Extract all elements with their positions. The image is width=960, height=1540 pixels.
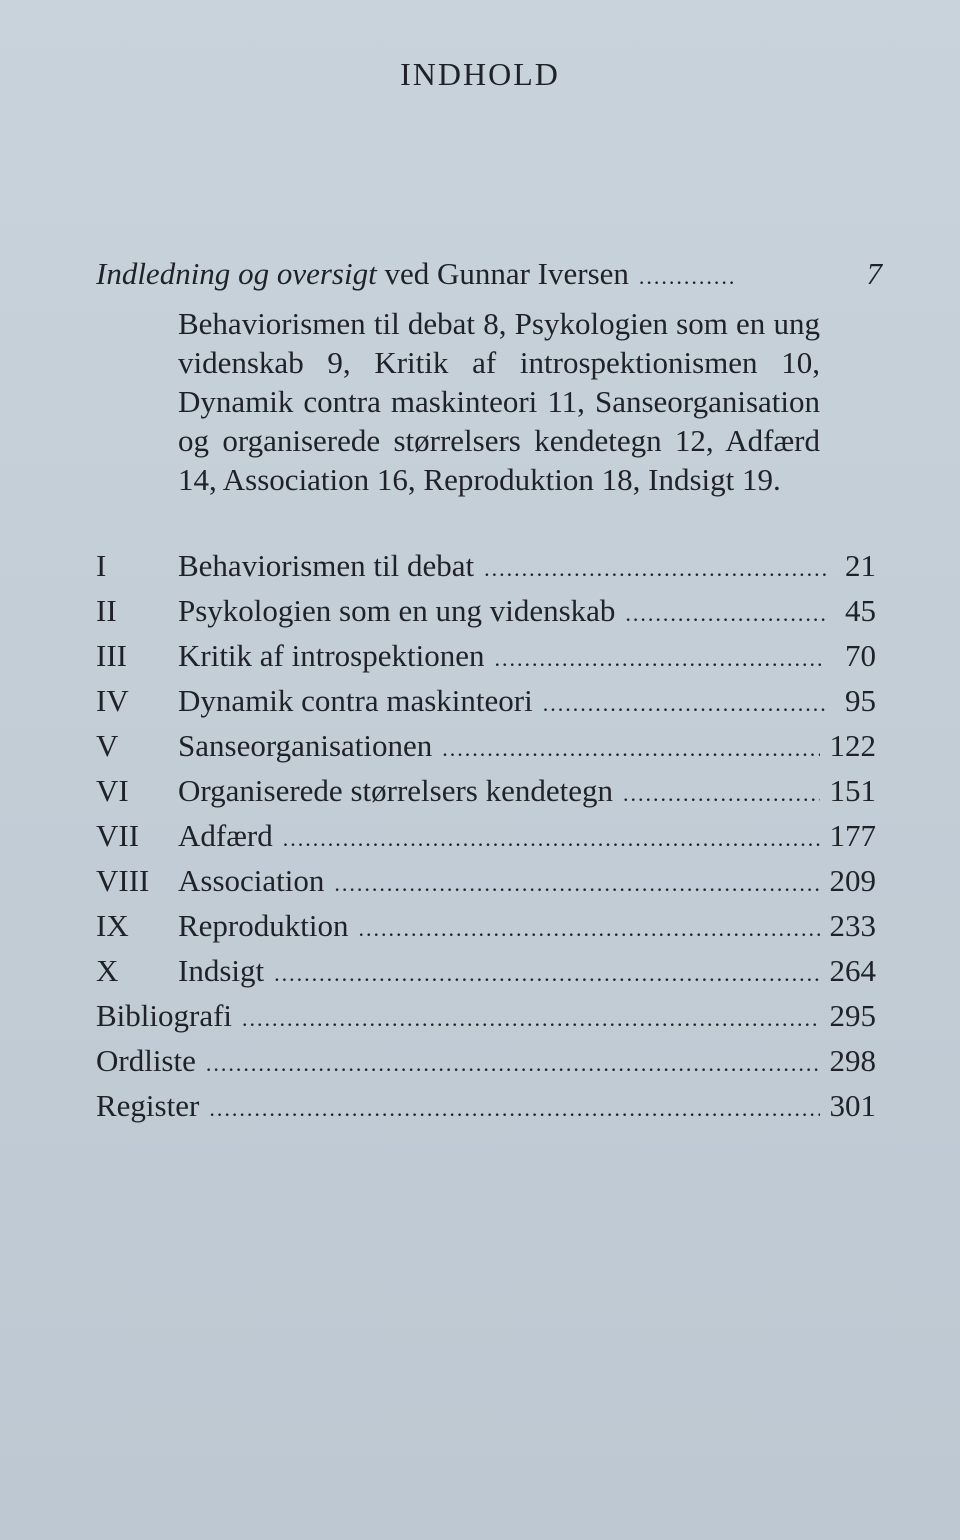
chapter-title: Reproduktion bbox=[178, 908, 349, 943]
chapter-title: Association bbox=[178, 863, 325, 898]
chapter-title: Kritik af introspektionen bbox=[178, 638, 485, 673]
chapter-page-number: 177 bbox=[829, 818, 876, 853]
chapter-number: VI bbox=[96, 773, 129, 808]
toc-backmatter-row[interactable] bbox=[96, 998, 876, 1042]
dot-leader bbox=[283, 826, 820, 852]
chapter-number: IV bbox=[96, 683, 129, 718]
dot-leader bbox=[334, 871, 819, 897]
toc-chapter-row[interactable] bbox=[96, 593, 876, 637]
chapter-number: II bbox=[96, 593, 117, 628]
toc-chapter-row[interactable] bbox=[96, 638, 876, 682]
toc-chapter-row[interactable] bbox=[96, 953, 876, 997]
chapter-title: Sanseorganisationen bbox=[178, 728, 433, 763]
toc-chapter-row[interactable] bbox=[96, 728, 876, 772]
dot-leader bbox=[206, 1051, 820, 1077]
chapter-title: Psykologien som en ung videnskab bbox=[178, 593, 616, 628]
toc-chapter-row[interactable] bbox=[96, 773, 876, 817]
intro-byline: ved Gunnar Iversen bbox=[384, 256, 629, 291]
chapter-page-number: 95 bbox=[845, 683, 876, 718]
backmatter-page-number: 295 bbox=[829, 998, 876, 1033]
chapter-page-number: 233 bbox=[829, 908, 876, 943]
backmatter-title: Ordliste bbox=[96, 1043, 196, 1078]
intro-title-mid: og bbox=[238, 256, 270, 291]
chapter-number: I bbox=[96, 548, 107, 583]
chapter-title: Behaviorismen til debat bbox=[178, 548, 475, 583]
backmatter-page-number: 298 bbox=[829, 1043, 876, 1078]
toc-chapter-row[interactable] bbox=[96, 548, 876, 592]
chapter-title: Adfærd bbox=[178, 818, 273, 853]
chapter-number: X bbox=[96, 953, 119, 988]
chapter-title: Organiserede størrelsers kendetegn bbox=[178, 773, 613, 808]
chapter-number: VIII bbox=[96, 863, 150, 898]
backmatter-title: Bibliografi bbox=[96, 998, 233, 1033]
chapter-number: VII bbox=[96, 818, 140, 853]
toc-backmatter-row[interactable] bbox=[96, 1088, 876, 1132]
intro-page-number: 7 bbox=[866, 256, 882, 291]
dot-leader bbox=[242, 1006, 819, 1032]
toc-chapter-row[interactable] bbox=[96, 818, 876, 862]
chapter-title: Dynamik contra maskinteori bbox=[178, 683, 533, 718]
chapter-page-number: 70 bbox=[845, 638, 876, 673]
intro-summary: Behaviorismen til debat 8, Psykologien som en ung videnskab 9, Kritik af introspektionismen 10, Dynamik contra maskinteori 11, Sanseorganisation og organiserede størrelsers kendetegn 12, Adfærd 14, Association 16, Reproduktion 18, Indsigt 19. bbox=[178, 306, 820, 497]
toc-chapter-row[interactable] bbox=[96, 863, 876, 907]
dot-leader bbox=[484, 556, 826, 582]
dot-leader bbox=[639, 264, 735, 290]
chapter-number: V bbox=[96, 728, 119, 763]
backmatter-page-number: 301 bbox=[829, 1088, 876, 1123]
dot-leader bbox=[209, 1096, 819, 1122]
intro-title-italic-2: oversigt bbox=[276, 256, 377, 291]
dot-leader bbox=[359, 916, 820, 942]
dot-leader bbox=[495, 646, 827, 672]
chapter-number: IX bbox=[96, 908, 129, 943]
dot-leader bbox=[274, 961, 819, 987]
toc-intro-entry[interactable] bbox=[96, 256, 882, 292]
chapter-page-number: 45 bbox=[845, 593, 876, 628]
chapter-number: III bbox=[96, 638, 127, 673]
chapter-page-number: 151 bbox=[829, 773, 876, 808]
chapter-page-number: 264 bbox=[829, 953, 876, 988]
backmatter-title: Register bbox=[96, 1088, 200, 1123]
dot-leader bbox=[543, 691, 826, 717]
chapter-page-number: 122 bbox=[829, 728, 876, 763]
toc-backmatter-row[interactable] bbox=[96, 1043, 876, 1087]
dot-leader bbox=[625, 601, 826, 627]
toc-chapter-row[interactable] bbox=[96, 683, 876, 727]
chapter-title: Indsigt bbox=[178, 953, 265, 988]
dot-leader bbox=[442, 736, 819, 762]
chapter-page-number: 209 bbox=[829, 863, 876, 898]
intro-title-italic-1: Indledning bbox=[96, 256, 231, 291]
chapter-page-number: 21 bbox=[845, 548, 876, 583]
page-title: INDHOLD bbox=[400, 56, 560, 92]
dot-leader bbox=[623, 781, 820, 807]
toc-chapter-row[interactable] bbox=[96, 908, 876, 952]
